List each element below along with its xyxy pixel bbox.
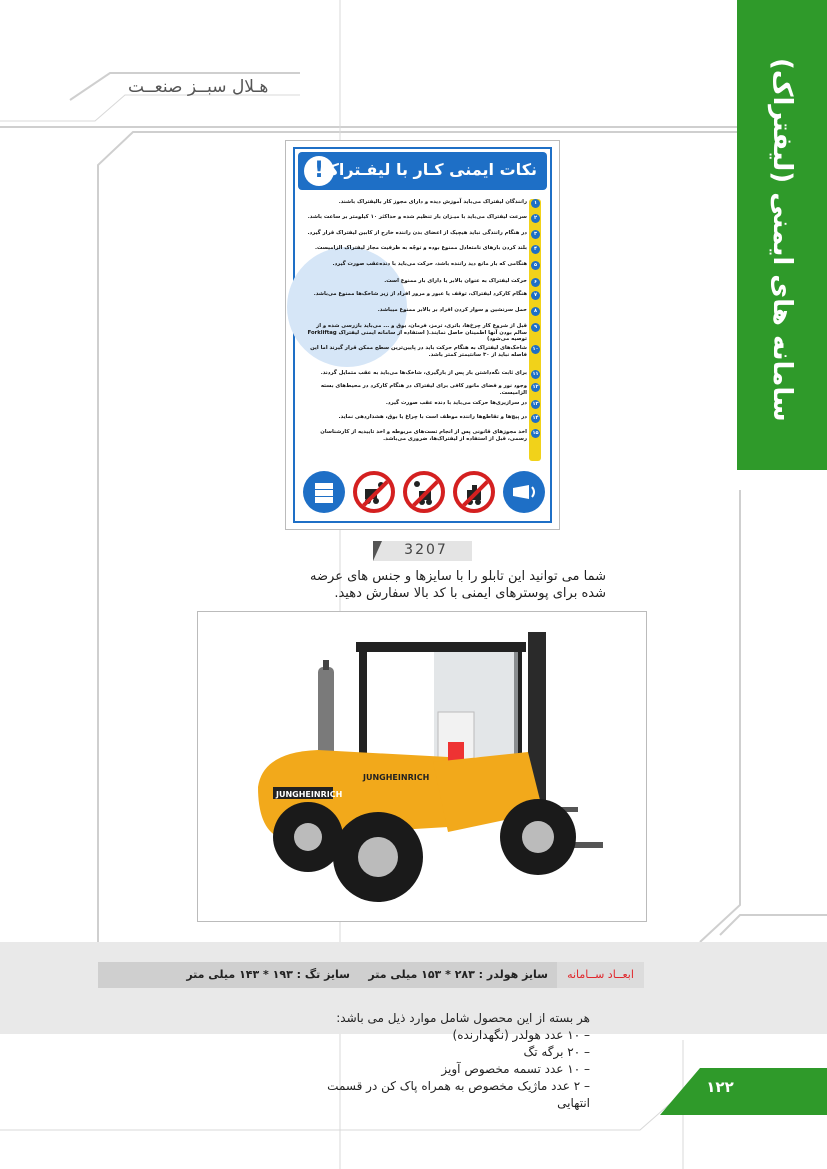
rule-number: ۱۵ (532, 430, 539, 436)
rule-item (303, 370, 543, 379)
rule-item (303, 400, 543, 409)
horn-mandatory-icon (503, 471, 545, 513)
rule-number: ۲ (531, 214, 540, 223)
rule-text: قبل از شروع کار چرخ‌ها، باتری، ترمز، فرمان، بوق و ... می‌باید بازرسی شده و از سالم بودن آنها اطمینان حاصل نمایند.( استفاده از سامانه ایمنی لیفتراک Forkliftag توصیه می‌شود) (307, 323, 527, 343)
rule-item (303, 214, 543, 223)
rule-item (303, 230, 543, 239)
rule-text: در سرازیری‌ها حرکت می‌باید با دنده عقب صورت گیرد. (385, 400, 527, 406)
rule-number: ۳ (531, 230, 540, 239)
rule-text: بلند کردن بارهای نامتعادل ممنوع بوده و توجّه به ظرفیت مجاز لیفتراک الزامیست. (315, 245, 527, 251)
poster-icon-row (303, 471, 545, 515)
poster-border (293, 147, 552, 523)
package-item: – ۱۰ عدد هولدر (نگهدارنده) (452, 1028, 590, 1042)
exclamation-icon: ! (304, 156, 334, 186)
poster-title: نکات ایمنی کـار با لیفـتراک (322, 160, 537, 179)
side-title-text: سامانه های ایمنی (لیفتراک) (767, 58, 797, 422)
rule-text: اخذ مجوزهای قانونی پس از انجام تست‌های مربوطه و اخذ تاییدیه از کارشناسان رسمی، قبل از استفاده از لیفتراک‌ها، ضروری می‌باشد. (320, 429, 527, 442)
no-riding-forks-icon (353, 471, 395, 513)
package-intro: هر بسته از این محصول شامل موارد ذیل می باشد: (336, 1011, 590, 1025)
rule-number: ۷ (531, 291, 540, 300)
rule-text: در پیچ‌ها و تقاطع‌ها راننده موظف است با چراغ یا بوق، هشداردهی نماید. (338, 414, 527, 420)
poster-header (298, 152, 547, 190)
rule-item (303, 199, 543, 208)
rule-text: حرکت لیفتراک به عنوان بالابر یا دارای بار ممنوع است. (384, 278, 527, 284)
rules-list (303, 199, 543, 461)
order-description: شما می توانید این تابلو را با سایزها و جنس های عرضه شده برای پوسترهای ایمنی با کد بالا سفارش دهید. (310, 569, 606, 601)
rule-text: سرعت لیفتراک می‌باید با میـزان بار تنظیم شده و حداکثر ۱۰ کیلومتر بر ساعت باشد. (307, 214, 527, 220)
tag-size: سایز تگ : ۱۹۳ * ۱۴۳ میلی متر (186, 968, 350, 981)
rule-number: ۱۳ (532, 401, 539, 407)
rule-item (303, 307, 543, 316)
rule-item (303, 429, 543, 442)
rule-number: ۱۲ (532, 384, 539, 390)
forklift-brand-label: JUNGHEINRICH (276, 790, 343, 799)
rule-text: شاخک‌های لیفتراک به هنگام حرکت باید در پایین‌ترین سطح ممکن قرار گیرند اما این فاصله نباید از ۳۰ سانتیمتر کمتر باشد. (310, 345, 527, 358)
rule-item (303, 245, 543, 254)
rule-item (303, 414, 543, 423)
rule-number: ۱ (531, 199, 540, 208)
rule-item (303, 278, 543, 287)
forklift-illustration (198, 612, 647, 922)
brand-logo-text: هـلال سبــز صنعــت (128, 77, 269, 97)
no-standing-under-load-icon (403, 471, 445, 513)
rule-number: ۸ (531, 307, 540, 316)
rule-number: ۱۴ (532, 415, 539, 421)
rule-text: هنگام کارکرد لیفتراک، توقف یا عبور و مرور افراد از زیر شاخک‌ها ممنوع می‌باشد. (313, 291, 527, 297)
rule-item (303, 291, 543, 300)
rule-number: ۱۱ (532, 371, 539, 377)
rule-number: ۱۰ (532, 346, 539, 352)
load-secure-mandatory-icon (303, 471, 345, 513)
rule-number: ۹ (531, 323, 540, 332)
specs-label: ابعــاد ســامانه (557, 962, 644, 988)
forklift-brand-label-side: JUNGHEINRICH (363, 773, 430, 782)
rule-item (303, 383, 543, 396)
rule-item (303, 261, 543, 270)
holder-size: سایز هولدر : ۲۸۳ * ۱۵۳ میلی متر (368, 968, 548, 981)
rule-number: ۶ (531, 278, 540, 287)
product-code: 3207 (404, 542, 448, 558)
rule-item (303, 345, 543, 358)
rule-text: رانندگان لیفتراک می‌باید آموزش دیده و دارای مجوز کار بالیفتراک باشند. (338, 199, 527, 205)
no-passenger-icon (453, 471, 495, 513)
package-item: – ۲۰ برگه تگ (523, 1045, 590, 1059)
package-contents (300, 1010, 590, 1112)
rule-item (303, 323, 543, 343)
rule-text: هنگامی که بار مانع دید راننده باشد، حرکت می‌باید با دنده‌عقب صورت گیرد. (332, 261, 527, 267)
safety-poster (285, 140, 560, 530)
rule-text: حمل سرنشین و سوار کردن افراد بر بالابر ممنوع میباشد. (377, 307, 527, 313)
rule-text: وجود نور و فضای مانور کافی برای لیفتراک در هنگام کارکرد در محیط‌های بسته الزامیست. (320, 383, 527, 396)
page-number: ۱۲۲ (706, 1078, 734, 1096)
rule-number: ۵ (531, 261, 540, 270)
rule-number: ۴ (531, 245, 540, 254)
rule-text: برای ثابت نگه‌داشتن بار پس از بارگیری، شاخک‌ها می‌باید به عقب متمایل گردند. (320, 370, 527, 376)
package-item: – ۱۰ عدد تسمه مخصوص آویز (441, 1062, 590, 1076)
package-item: – ۲ عدد ماژیک مخصوص به همراه پاک کن در قسمت انتهایی (327, 1079, 590, 1110)
forklift-photo (197, 611, 647, 922)
rule-text: در هنگام رانندگی نباید هیچیک از اعضای بدن راننده خارج از کابین لیفتراک قرار گیرد. (307, 230, 527, 236)
side-title (737, 20, 827, 460)
